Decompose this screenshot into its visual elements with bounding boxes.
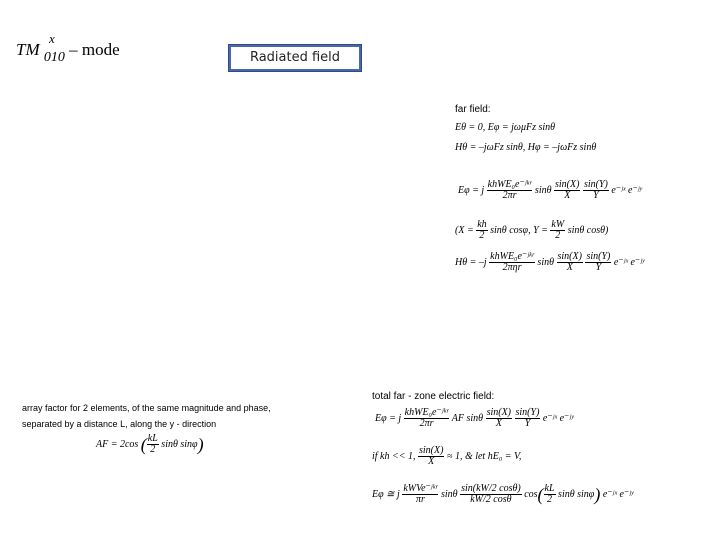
- eq3-lhs: Eφ = j: [458, 184, 485, 196]
- def-x-num: kh: [477, 219, 487, 230]
- af-lhs: AF = 2cos: [96, 438, 139, 450]
- eq3-sy-num: sin(Y): [583, 179, 608, 190]
- far-field-h-theta-equation: [455, 252, 644, 273]
- far-field-e-phi-equation: [458, 180, 642, 201]
- tf-eq1-den: 2πr: [419, 418, 434, 429]
- eq5-exp: e⁻ʲˣ e⁻ʲʸ: [613, 256, 645, 268]
- tf-eq2-inner-den: kW/2 cosθ: [470, 494, 512, 505]
- tf-eq2-cos-num: kL: [544, 483, 555, 494]
- eq5-rhs: sinθ: [537, 256, 555, 268]
- af-num: kL: [147, 433, 158, 444]
- total-field-e-phi-equation: [375, 408, 574, 429]
- eq3-sy-den: Y: [593, 190, 599, 201]
- tf-eq2-cos: cos: [524, 488, 538, 500]
- def-y-den: 2: [555, 230, 561, 241]
- total-field-condition: [372, 446, 521, 467]
- eq5-den: 2πηr: [502, 262, 522, 273]
- eq3-num: khWE₀e⁻ʲᵏʳ: [487, 179, 532, 190]
- radiated-field-box: [228, 44, 362, 72]
- tf-eq1-sy-num: sin(Y): [515, 407, 540, 418]
- def-x-den: 2: [479, 230, 485, 241]
- total-field-approx-equation: Eφ ≅ j $\frac{\text{kWVe⁻ʲᵏʳ}}{\pi r}$ sinθ $\frac{\sin(kW/2 \cos\theta)}{kW/2 \cos\theta}$ cos( $\frac{kL}{2}$ sinθ sinφ) e⁻ʲˣ e⁻ʲʸ: [372, 483, 634, 505]
- far-field-line-1: Eθ = 0, Eφ = jωμFz sinθ: [455, 122, 556, 133]
- tf-eq2-den: πr: [415, 494, 425, 505]
- tf-eq1-sy-den: Y: [524, 418, 531, 429]
- tf-eq2-num: kWVe⁻ʲᵏʳ: [403, 483, 438, 494]
- far-field-xy-definition: [455, 220, 608, 241]
- mode-title-base: TM: [16, 40, 40, 59]
- eq3-sx-num: sin(X): [555, 179, 580, 190]
- tf-eq1-sx-den: X: [495, 418, 502, 429]
- def-y-num: kW: [551, 219, 565, 230]
- eq3-rhs: sinθ: [534, 184, 552, 196]
- array-factor-equation: AF = 2cos ( $\frac{kL}{2}$ sinθ sinφ): [96, 433, 204, 455]
- eq5-num: khWE₀e⁻ʲᵏʳ: [490, 251, 534, 262]
- af-den: 2: [150, 444, 156, 455]
- radiated-field-label: Radiated field: [231, 47, 359, 69]
- mode-title-suffix: – mode: [69, 40, 120, 59]
- tf-eq1-exp: e⁻ʲˣ e⁻ʲʸ: [542, 412, 574, 424]
- total-field-heading: total far - zone electric field:: [372, 391, 495, 402]
- far-field-line-2: Hθ = –jωFz sinθ, Hφ = –jωFz sinθ: [455, 142, 597, 153]
- def-x-lhs: (X =: [455, 224, 474, 236]
- eq5-sx-den: X: [566, 262, 573, 273]
- eq5-sy-num: sin(Y): [586, 251, 611, 262]
- far-field-heading: far field:: [455, 104, 491, 115]
- tf-eq2-cos-rhs: sinθ sinφ: [558, 488, 595, 500]
- tf-eq2-cos-den: 2: [547, 494, 553, 505]
- eq3-den: 2πr: [502, 190, 517, 201]
- eq3-sx-den: X: [564, 190, 571, 201]
- mode-title: [16, 31, 120, 65]
- tf-eq1-num: khWE₀e⁻ʲᵏʳ: [404, 407, 449, 418]
- mode-title-superscript: x: [49, 31, 55, 46]
- tf-eq1-rhs: AF sinθ: [451, 412, 484, 424]
- tf-eq1-lhs: Eφ = j: [375, 412, 402, 424]
- def-x-rhs: sinθ cosφ, Y =: [490, 224, 548, 236]
- tf-eq2-inner-num: sin(kW/2 cosθ): [461, 483, 521, 494]
- tf-eq2-mid: sinθ: [440, 488, 458, 500]
- tf-eq2-lhs: Eφ ≅ j: [372, 488, 400, 500]
- af-rhs: sinθ sinφ: [161, 438, 198, 450]
- eq5-lhs: Hθ = –j: [455, 256, 487, 268]
- mode-title-subscript: 010: [43, 50, 65, 65]
- array-factor-line-2: separated by a distance L, along the y - direction: [22, 419, 217, 429]
- array-factor-line-1: array factor for 2 elements, of the same magnitude and phase,: [22, 403, 271, 413]
- tf-cond-lhs: if kh << 1,: [372, 450, 416, 462]
- tf-eq1-sx-num: sin(X): [486, 407, 512, 418]
- eq3-exp: e⁻ʲˣ e⁻ʲʸ: [611, 184, 642, 196]
- tf-eq2-exp: e⁻ʲˣ e⁻ʲʸ: [602, 488, 634, 500]
- tf-cond-rhs: ≈ 1, & let hE₀ = V,: [446, 450, 522, 462]
- tf-cond-den: X: [428, 456, 435, 467]
- eq5-sy-den: Y: [595, 262, 602, 273]
- def-y-rhs: sinθ cosθ): [567, 224, 609, 236]
- tf-cond-num: sin(X): [419, 445, 444, 456]
- eq5-sx-num: sin(X): [557, 251, 582, 262]
